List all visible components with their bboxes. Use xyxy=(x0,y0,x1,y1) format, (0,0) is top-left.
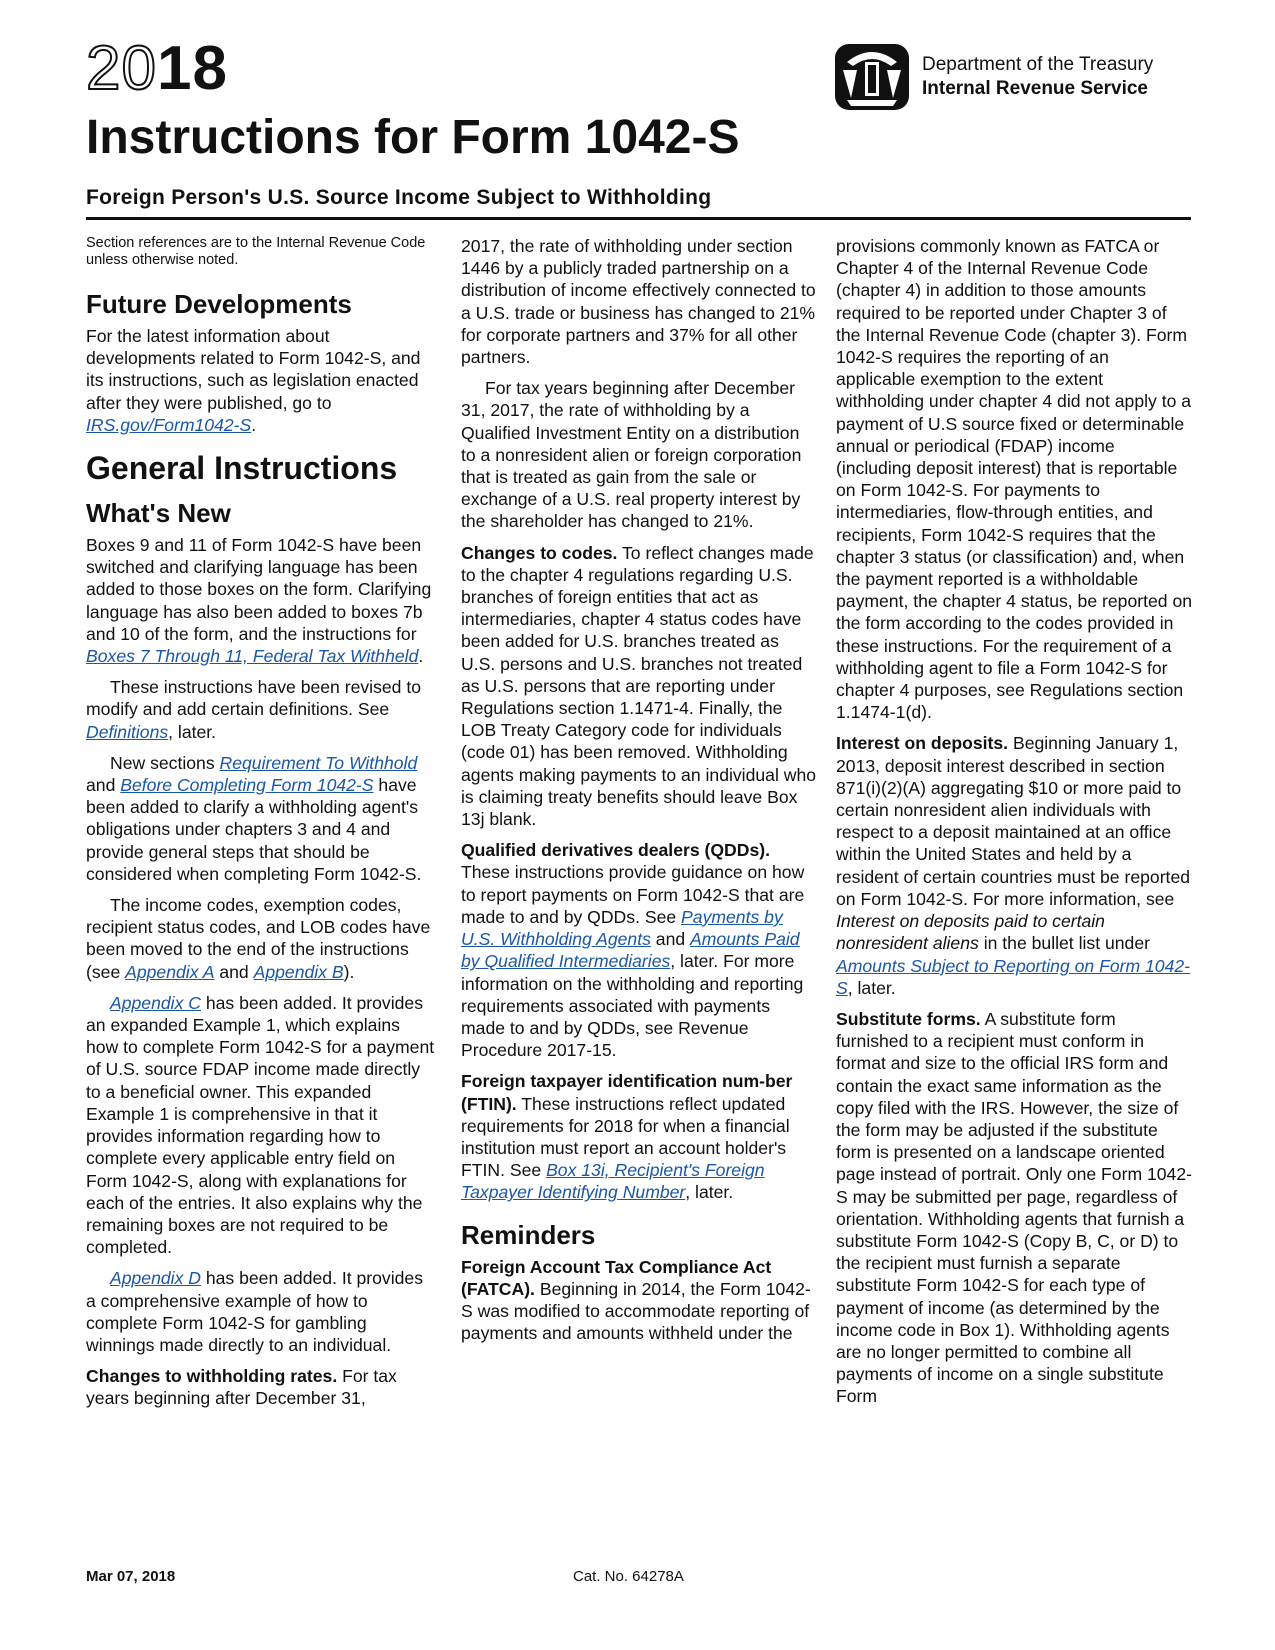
p5-text: has been added. It provides an expanded Example 1, which explains how to complete Form 1042-S for a payment of U.S. source FDAP income made directly to a beneficial owner. This expanded Example 1 is comprehensive in that it provides information regarding how to complete every applicable entry field on Form 1042-S, along with explanations for each of the entries. It also explains why the remaining boxes are not required to be completed. xyxy=(86,992,435,1258)
c3-p2-tail: , later. xyxy=(847,977,896,998)
c2-p4-mid: and xyxy=(655,929,686,950)
form-year xyxy=(86,34,228,103)
dept-line: Department of the Treasury xyxy=(922,54,1154,75)
p4-tail: ). xyxy=(343,961,355,982)
whats-new-p2 xyxy=(86,676,436,743)
c3-p3-text: A substitute form furnished to a recipient must conform in format and size to the official IRS form and contain the exact same information as the copy filed with the IRS. However, the size of the form may be adjusted if the substitute form is presented on a landscape oriented page instead of portrait. Only one Form 1042-S may be submitted per page, regardless of orientation. Withholding agents that furnish a substitute Form 1042-S (Copy B, C, or D) to the recipient must furnish a separate substitute Form 1042-S for each type of payment of income (as determined by the income code in Box 1). Withholding agents are no longer permitted to combine all payments of income on a single substitute Form xyxy=(836,1008,1192,1407)
c2-p4-text: These instructions provide guidance on how to report payments on Form 1042-S that are made to and by QDDs. See xyxy=(461,862,805,927)
c3-p3-head: Substitute forms. xyxy=(836,1008,981,1029)
whats-new-p4 xyxy=(86,894,436,983)
whats-new-p3 xyxy=(86,752,436,885)
whats-new-p7 xyxy=(86,1365,436,1409)
irs-eagle-seal-icon xyxy=(833,40,911,114)
c2-p3-text: To reflect changes made to the chapter 4 regulations regarding U.S. branches of foreign entities that act as intermediaries, chapter 4 status codes have been added for U.S. branches treated as U.S. persons and U.S. branches not treated as U.S. persons that are reporting under Regulations section 1.1471-4. Finally, the LOB Treaty Category code for individuals (code 01) has been removed. Withholding agents making payments to an individual who is claiming treaty benefits should leave Box 13j blank. xyxy=(461,542,817,830)
c2-p5-head: Foreign taxpayer identification num-ber (FTIN). xyxy=(461,1071,793,1114)
p2-tail: , later. xyxy=(168,721,217,742)
p3-tail: have been added to clarify a withholding agent's obligations under chapters 3 and 4 and provide general steps that should be considered when completing Form 1042-S. xyxy=(86,775,422,884)
whats-new-p5 xyxy=(86,992,436,1258)
boxes-7-11-link[interactable]: Boxes 7 Through 11, Federal Tax Withheld xyxy=(86,646,419,667)
p3-pre: New sections xyxy=(110,752,215,773)
before-completing-link[interactable]: Before Completing Form 1042-S xyxy=(120,775,374,796)
p6-text: has been added. It provides a comprehensive example of how to complete Form 1042-S for gambling winnings made directly to an individual. xyxy=(86,1268,424,1355)
definitions-link[interactable]: Definitions xyxy=(86,721,169,742)
column-3 xyxy=(836,235,1192,1408)
agency-block xyxy=(922,53,1153,101)
future-developments-text: For the latest information about developments related to Form 1042-S, and its instructions, such as legislation enacted after they were published, go to IRS.gov/Form1042-S. xyxy=(86,326,421,435)
c3-p3 xyxy=(836,1008,1192,1408)
c2-p6-text: Beginning in 2014, the Form 1042-S was modified to accommodate reporting of payments and amounts withheld under the xyxy=(461,1278,811,1344)
c2-p5-text: These instructions reflect updated requirements for 2018 for when a financial institution must report an account holder's FTIN. See xyxy=(461,1093,790,1181)
form1042s-link[interactable]: IRS.gov/Form1042-S xyxy=(86,414,252,435)
future-text: For the latest information about developments related to Form 1042-S, and its instructions, such as legislation enacted after they were published, go to xyxy=(86,326,421,413)
c3-p1: provisions commonly known as FATCA or Chapter 4 of the Internal Revenue Code (chapter 4) in addition to those amounts required to be reported under Chapter 3 of the Internal Revenue Code (chapter 3). Form 1042-S requires the reporting of an applicable exemption to the extent withholding under chapter 4 did not apply to a payment of U.S source fixed or determinable annual or periodical (FDAP) income (including deposit interest) that is reportable on Form 1042-S. For payments to intermediaries, flow-through entities, and recipients, Form 1042-S requires that the chapter 3 status (or classification) and, when the payment reported is a withholdable payment, the chapter 4 status, be reported on the form according to the codes provided in these instructions. For the requirement of a withholding agent to file a Form 1042-S for chapter 4 purposes, see Regulations section 1.1474-1(d). xyxy=(836,236,1193,723)
footer-cat-number: Cat. No. 64278A xyxy=(573,1568,684,1585)
general-instructions-heading: General Instructions xyxy=(86,450,398,487)
header-rule xyxy=(86,217,1191,220)
p4-mid: and xyxy=(219,961,249,982)
column-1 xyxy=(86,235,436,1410)
footer-date: Mar 07, 2018 xyxy=(86,1568,176,1585)
payments-by-us-link[interactable]: Payments by U.S. Withholding Agents xyxy=(461,906,783,950)
c3-p2-mid: in the bullet list under xyxy=(983,933,1150,954)
irs-line: Internal Revenue Service xyxy=(922,78,1148,99)
c2-p3-head: Changes to codes. xyxy=(461,542,618,563)
reminders-heading: Reminders xyxy=(461,1219,596,1250)
year-outline: 20 xyxy=(86,34,157,103)
p2-text: These instructions have been revised to modify and add certain definitions. See xyxy=(86,677,422,720)
whats-new-p1: Boxes 9 and 11 of Form 1042-S have been switched and clarifying language has been added to those boxes on the form. Clarifying language has also been added to boxes 7b and 10 of the form, and the instructions for Boxes 7 Through 11, Federal Tax Withheld. xyxy=(86,535,432,667)
c3-p2-head: Interest on deposits. xyxy=(836,733,1009,754)
c2-p3 xyxy=(461,542,817,831)
page-title: Instructions for Form 1042-S xyxy=(86,111,740,164)
whats-new-heading: What's New xyxy=(86,498,231,529)
c2-p5-tail: , later. xyxy=(685,1182,734,1203)
c2-p5 xyxy=(461,1070,817,1203)
c3-p2-italic: Interest on deposits paid to certain nonresident aliens xyxy=(836,911,1105,954)
whats-new-p6 xyxy=(86,1267,436,1356)
p3-mid: and xyxy=(86,775,116,796)
column-2 xyxy=(461,235,817,1344)
amounts-paid-qi-link[interactable]: Amounts Paid by Qualified Intermediaries xyxy=(461,929,800,972)
appendix-d-link[interactable]: Appendix D xyxy=(110,1268,201,1289)
c2-p4 xyxy=(461,839,817,1061)
appendix-a-link[interactable]: Appendix A xyxy=(125,961,215,982)
p7-text: For tax years beginning after December 31, xyxy=(86,1366,397,1409)
amounts-subject-link[interactable]: Amounts Subject to Reporting on Form 1042-S xyxy=(836,955,1191,998)
c2-p1: 2017, the rate of withholding under section 1446 by a publicly traded partnership on a distribution of income effectively connected to a U.S. trade or business has changed to 21% for corporate partners and 37% for all other partners. xyxy=(461,236,816,368)
requirement-to-withhold-link[interactable]: Requirement To Withhold xyxy=(219,752,418,773)
future-developments-heading: Future Developments xyxy=(86,289,352,319)
p7-runin-heading: Changes to withholding rates. xyxy=(86,1366,338,1387)
c2-p4-tail: , later. For more information on the withholding and reporting requirements associated with payments made to and by QDDs, see Revenue Procedure 2017-15. xyxy=(461,951,804,1061)
appendix-b-link[interactable]: Appendix B xyxy=(253,961,344,982)
section-note: Section references are to the Internal Revenue Code unless otherwise noted. xyxy=(86,235,426,268)
appendix-c-link[interactable]: Appendix C xyxy=(110,992,201,1013)
year-bold: 18 xyxy=(156,34,228,103)
c2-p4-head: Qualified derivatives dealers (QDDs). xyxy=(461,840,770,861)
c2-p6-head: Foreign Account Tax Compliance Act (FATCA). xyxy=(461,1256,772,1299)
page-subtitle: Foreign Person's U.S. Source Income Subject to Withholding xyxy=(86,186,712,209)
p1-text: Boxes 9 and 11 of Form 1042-S have been switched and clarifying language has been added to those boxes on the form. Clarifying language has also been added to boxes 7b and 10 of the form, and the instructions for xyxy=(86,535,432,644)
c2-p2: For tax years beginning after December 31, 2017, the rate of withholding by a Qualified Investment Entity on a distribution to a nonresident alien or foreign corporation that is treated as gain from the sale or exchange of a U.S. real property interest by the shareholder has changed to 21%. xyxy=(461,378,802,532)
c3-p2-text: Beginning January 1, 2013, deposit interest described in section 871(i)(2)(A) aggregating $10 or more paid to certain nonresident alien individuals with respect to a deposit maintained at an office within the United States and held by a resident of certain countries must be reported on Form 1042-S. For more information, see xyxy=(836,733,1191,909)
c3-p2 xyxy=(836,732,1192,998)
p4-text: The income codes, exemption codes, recipient status codes, and LOB codes have been moved to the end of the instructions (see xyxy=(86,895,431,982)
c2-p6 xyxy=(461,1256,817,1345)
box-13i-link[interactable]: Box 13i, Recipient's Foreign Taxpayer Identifying Number xyxy=(461,1160,765,1203)
